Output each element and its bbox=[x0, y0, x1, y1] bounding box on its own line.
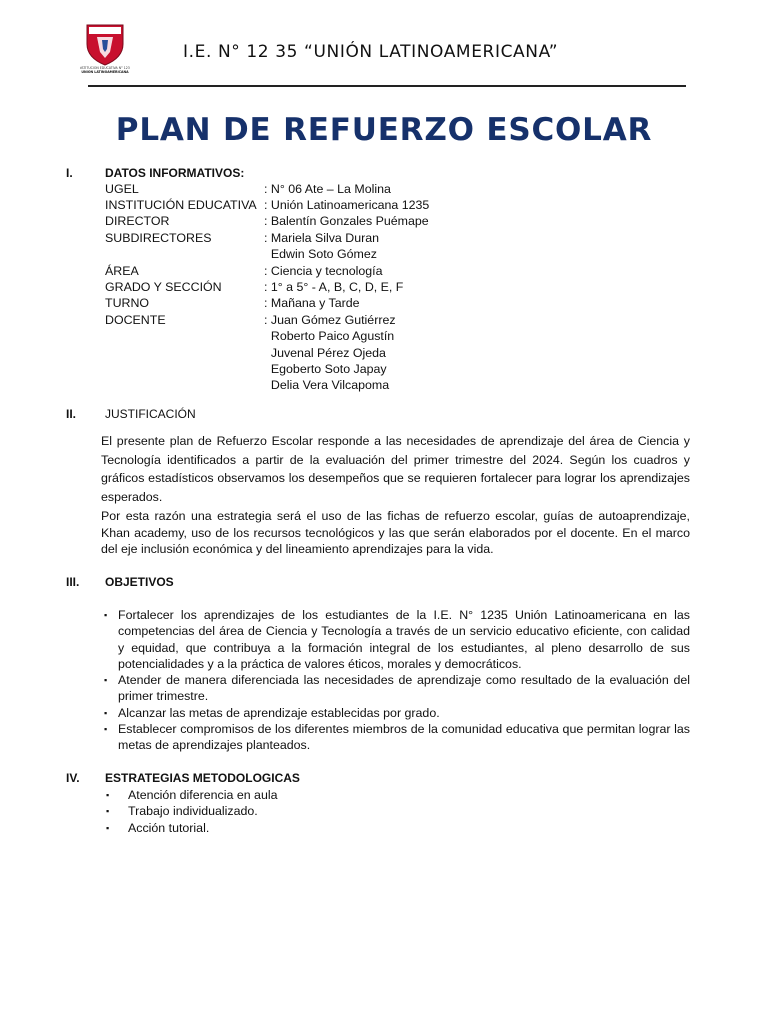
justificacion-paragraph: El presente plan de Refuerzo Escolar responde a las necesidades de aprendizaje del área de Ciencia y Tecnología identificados a partir de la evaluación del primer trimestre del 2024. Según los cuadros y gráficos estadísticos observamos los desempeños que se requieren fortalecer para lograr los aprendizajes esperados. bbox=[101, 434, 690, 504]
datos-value: Egoberto Soto Japay bbox=[264, 362, 387, 376]
bullet-icon: ▪ bbox=[104, 724, 108, 735]
list-item: ▪ Atender de manera diferenciada las necesidades de aprendizaje como resultado de la evaluación del primer trimestre. bbox=[104, 673, 690, 704]
list-item: ▪ Alcanzar las metas de aprendizaje establecidas por grado. bbox=[104, 705, 440, 720]
datos-label: GRADO Y SECCIÓN bbox=[105, 280, 222, 294]
list-item: ▪ Trabajo individualizado. bbox=[106, 804, 258, 819]
section-numeral: IV. bbox=[66, 771, 80, 785]
datos-label: INSTITUCIÓN EDUCATIVA bbox=[105, 198, 257, 212]
bullet-icon: ▪ bbox=[106, 822, 110, 833]
datos-value: Juvenal Pérez Ojeda bbox=[264, 346, 386, 360]
datos-label: SUBDIRECTORES bbox=[105, 231, 212, 245]
header-divider bbox=[88, 85, 686, 87]
section-heading-estrategias: ESTRATEGIAS METODOLOGICAS bbox=[105, 771, 300, 785]
bullet-icon: ▪ bbox=[104, 610, 108, 620]
bullet-icon: ▪ bbox=[104, 707, 108, 718]
datos-label: UGEL bbox=[105, 182, 139, 196]
section-heading-datos: DATOS INFORMATIVOS: bbox=[105, 166, 245, 180]
section-heading-objetivos: OBJETIVOS bbox=[105, 575, 174, 589]
bullet-icon: ▪ bbox=[106, 790, 110, 800]
list-item: ▪ Fortalecer los aprendizajes de los estudiantes de la I.E. N° 1235 Unión Latinoamericana en las competencias del área de Ciencia y Tecnología a través de un servicio educativo eficiente, con calidad y equidad, que contribuya a la formación integral de los estudiantes, al pleno desarrollo de sus potencialidades y a la práctica de valores éticos, morales y democráticos. bbox=[104, 608, 690, 671]
datos-value: : Ciencia y tecnología bbox=[264, 264, 383, 278]
estrategias-list bbox=[106, 787, 277, 836]
svg-text:UNION LATINOAMERICANA: UNION LATINOAMERICANA bbox=[81, 70, 129, 74]
section-numeral: I. bbox=[66, 166, 73, 180]
svg-text:INSTITUCION EDUCATIVA N° 1235: INSTITUCION EDUCATIVA N° 1235 bbox=[80, 66, 130, 70]
datos-value: : Balentín Gonzales Puémape bbox=[264, 214, 429, 228]
school-logo bbox=[80, 22, 130, 74]
section-numeral: II. bbox=[66, 407, 77, 421]
bullet-icon: ▪ bbox=[104, 675, 108, 686]
datos-value: Delia Vera Vilcapoma bbox=[264, 378, 390, 392]
datos-value: : Unión Latinoamericana 1235 bbox=[264, 198, 430, 212]
document-title: PLAN DE REFUERZO ESCOLAR bbox=[115, 112, 653, 148]
datos-label: ÁREA bbox=[105, 264, 139, 278]
list-item: ▪ Acción tutorial. bbox=[106, 820, 210, 835]
datos-value: : N° 06 Ate – La Molina bbox=[264, 182, 391, 196]
section-heading-justificacion: JUSTIFICACIÓN bbox=[105, 407, 196, 421]
datos-value: : Mañana y Tarde bbox=[264, 296, 360, 310]
datos-value: : Mariela Silva Duran bbox=[264, 231, 380, 245]
datos-label: TURNO bbox=[105, 296, 150, 310]
bullet-icon: ▪ bbox=[106, 806, 110, 817]
school-name: I.E. N° 12 35 “UNIÓN LATINOAMERICANA” bbox=[183, 42, 559, 62]
datos-value: Edwin Soto Gómez bbox=[264, 247, 377, 261]
datos-value: : Juan Gómez Gutiérrez bbox=[264, 313, 396, 327]
datos-value: Roberto Paico Agustín bbox=[264, 329, 395, 343]
justificacion-paragraph: Por esta razón una estrategia será el uso de las fichas de refuerzo escolar, guías de autoaprendizaje, Khan academy, uso de los recursos tecnológicos y las que serán elaborados por el docente. En el marco del eje inclusión económica y del lineamiento aprendizajes para la vida. bbox=[101, 509, 690, 556]
list-item: ▪ Atención diferencia en aula bbox=[106, 788, 278, 802]
datos-label: DIRECTOR bbox=[105, 214, 170, 228]
list-item: ▪ Establecer compromisos de los diferentes miembros de la comunidad educativa que permitan lograr las metas de aprendizajes planteados. bbox=[104, 722, 690, 753]
datos-value: : 1° a 5° - A, B, C, D, E, F bbox=[264, 280, 404, 294]
objetivos-list bbox=[104, 607, 690, 754]
datos-label: DOCENTE bbox=[105, 313, 166, 327]
section-numeral: III. bbox=[66, 575, 80, 589]
